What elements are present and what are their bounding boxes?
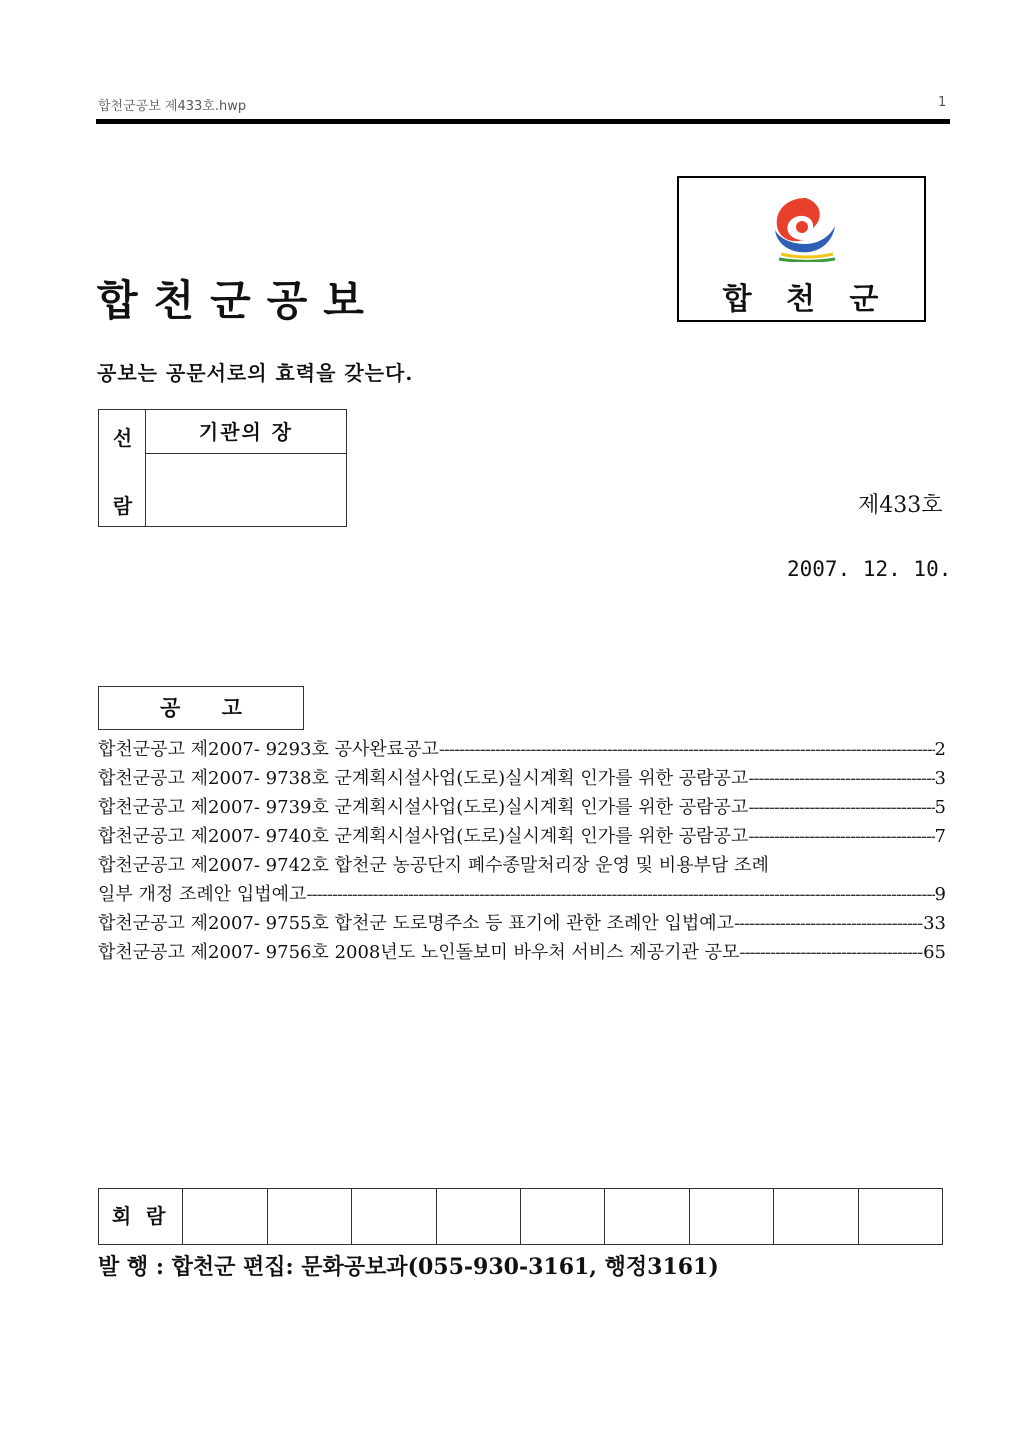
circulation-cell (182, 1189, 266, 1244)
toc-item-page: 3 (934, 768, 946, 789)
toc-item-page: 5 (934, 797, 946, 818)
emblem-green-line (779, 259, 835, 261)
toc-item-page: 2 (934, 739, 946, 760)
toc-item[interactable] (98, 735, 946, 764)
section-title: 공 고 (98, 686, 304, 730)
circulation-cell (604, 1189, 688, 1244)
toc-item[interactable] (98, 851, 946, 880)
toc-item[interactable] (98, 880, 946, 909)
approval-head: 기관의 장 (146, 410, 346, 454)
toc-leader (739, 938, 923, 967)
toc-item-text: 합천군공고 제2007- 9739호 군계획시설사업(도로)실시계획 인가를 위한 공람공고 (98, 797, 749, 818)
toc-item-text: 합천군공고 제2007- 9738호 군계획시설사업(도로)실시계획 인가를 위한 공람공고 (98, 768, 749, 789)
circulation-cell (520, 1189, 604, 1244)
toc-item[interactable] (98, 793, 946, 822)
table-of-contents (98, 735, 946, 967)
publication-subtitle: 공보는 공문서로의 효력을 갖는다. (97, 361, 414, 385)
toc-item-text: 일부 개정 조례안 입법예고 (98, 884, 307, 905)
page-number: 1 (938, 95, 947, 110)
toc-leader (748, 793, 934, 822)
toc-leader (306, 880, 934, 909)
county-logo (677, 176, 926, 322)
issue-date: 2007. 12. 10. (787, 557, 952, 581)
toc-item-text: 합천군공고 제2007- 9756호 2008년도 노인돌보미 바우처 서비스 제공기관 공모 (98, 942, 740, 963)
logo-text: 합 천 군 (722, 282, 891, 317)
toc-leader (748, 822, 934, 851)
toc-leader (439, 735, 935, 764)
file-name: 합천군공보 제433호.hwp (98, 99, 247, 114)
toc-leader (734, 909, 923, 938)
circulation-cell (351, 1189, 435, 1244)
circulation-cell (436, 1189, 520, 1244)
toc-item[interactable] (98, 822, 946, 851)
toc-item[interactable] (98, 938, 946, 967)
approval-side-bottom: 람 (112, 494, 133, 518)
emblem-red-swirl (777, 198, 820, 241)
toc-item-page: 9 (934, 884, 946, 905)
toc-item-page: 33 (923, 913, 946, 934)
toc-leader (748, 764, 934, 793)
toc-item-page: 65 (923, 942, 946, 963)
publication-title: 합천군공보 (97, 276, 380, 325)
header-rule (96, 119, 950, 124)
toc-item[interactable] (98, 909, 946, 938)
county-emblem-icon (769, 192, 843, 262)
circulation-cell (773, 1189, 857, 1244)
toc-item-text: 합천군공고 제2007- 9293호 공사완료공고 (98, 739, 439, 760)
emblem-red-dot (796, 221, 808, 233)
circulation-cell (689, 1189, 773, 1244)
circulation-table (98, 1188, 943, 1245)
circulation-cell (858, 1189, 942, 1244)
toc-item-page: 7 (934, 826, 946, 847)
toc-item-text: 합천군공고 제2007- 9742호 합천군 농공단지 폐수종말처리장 운영 및 비용부담 조례 (98, 855, 769, 876)
emblem-yellow-line (781, 254, 833, 257)
toc-item-text: 합천군공고 제2007- 9740호 군계획시설사업(도로)실시계획 인가를 위한 공람공고 (98, 826, 749, 847)
toc-item-text: 합천군공고 제2007- 9755호 합천군 도로명주소 등 표기에 관한 조례안 입법예고 (98, 913, 735, 934)
circulation-label: 회 람 (111, 1204, 170, 1228)
publisher-info: 발 행 : 합천군 편집: 문화공보과(055-930-3161, 행정3161) (98, 1254, 719, 1280)
circulation-cell (267, 1189, 351, 1244)
toc-item[interactable] (98, 764, 946, 793)
approval-side-top: 선 (112, 426, 133, 450)
issue-number: 제433호 (858, 493, 943, 518)
approval-box (98, 409, 347, 527)
